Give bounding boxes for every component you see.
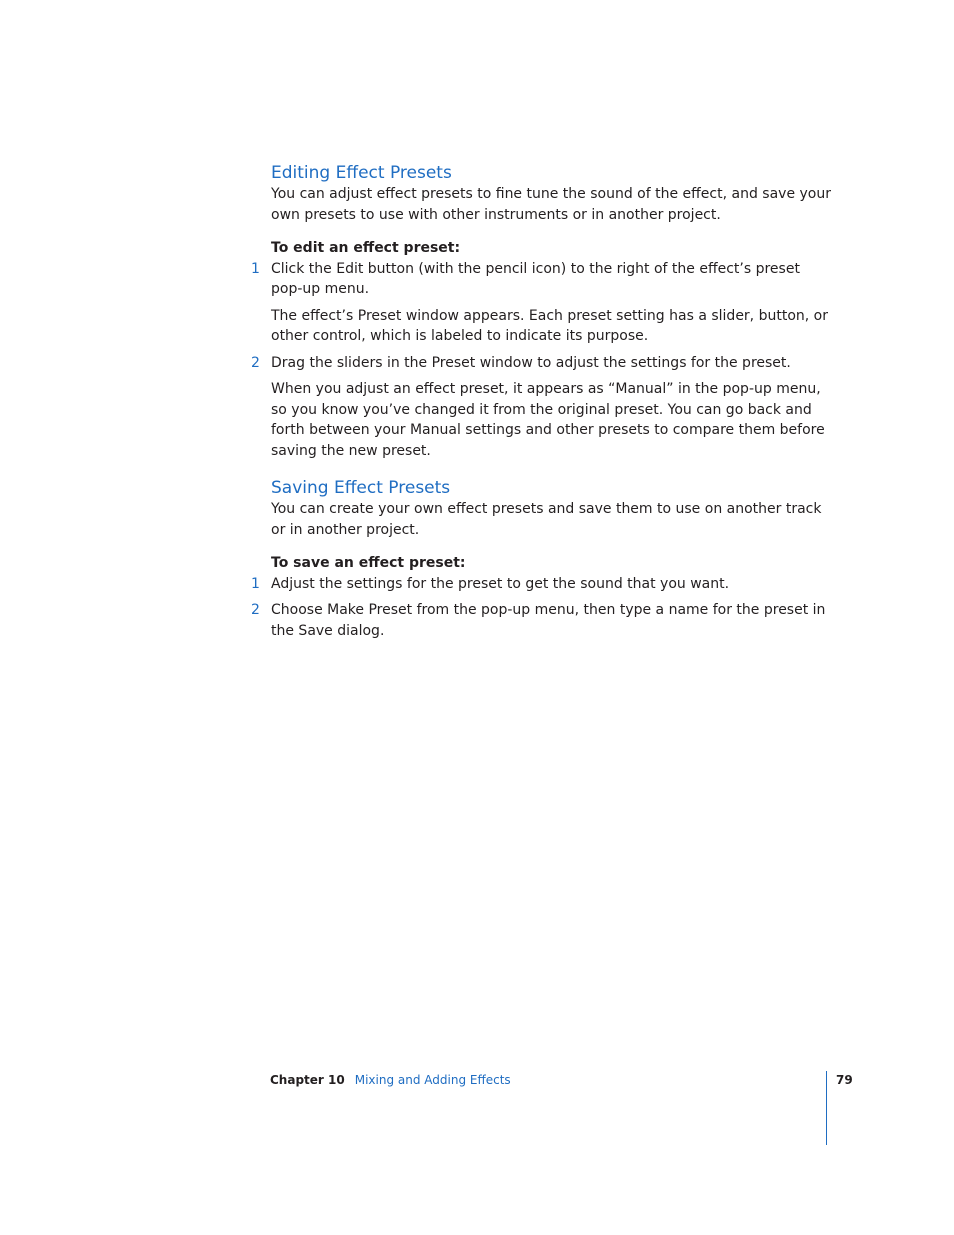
- step-text: Drag the sliders in the Preset window to adjust the settings for the preset.: [271, 354, 791, 371]
- step-text: Choose Make Preset from the pop-up menu, then type a name for the preset in the Save dialog.: [271, 602, 826, 639]
- step-number: 2: [251, 354, 260, 371]
- step-item: [251, 353, 831, 462]
- section-saving-effect-presets: [251, 477, 831, 641]
- section-intro: You can adjust effect presets to fine tune the sound of the effect, and save your own presets to use with other instruments or in another project.: [271, 186, 831, 223]
- page-number: 79: [836, 1073, 853, 1087]
- step-list: [251, 259, 831, 462]
- step-item: [251, 600, 831, 641]
- step-number: 1: [251, 260, 260, 277]
- page-footer: [270, 1072, 511, 1088]
- step-item: [251, 259, 831, 347]
- section-editing-effect-presets: [251, 162, 831, 461]
- section-heading: Editing Effect Presets: [271, 163, 452, 183]
- step-text: Click the Edit button (with the pencil icon) to the right of the effect’s preset pop-up menu.: [271, 260, 800, 297]
- step-text: Adjust the settings for the preset to get the sound that you want.: [271, 575, 730, 592]
- step-number: 2: [251, 602, 260, 618]
- step-result: The effect’s Preset window appears. Each preset setting has a slider, button, or other control, which is labeled to indicate its purpose.: [271, 307, 828, 344]
- section-heading: Saving Effect Presets: [271, 478, 451, 498]
- footer-chapter: Chapter 10: [270, 1073, 345, 1087]
- page-content: [251, 162, 831, 641]
- task-lead-in: To edit an effect preset:: [271, 240, 461, 256]
- footer-chapter-title: Mixing and Adding Effects: [354, 1073, 511, 1087]
- task-lead-in: To save an effect preset:: [271, 555, 466, 571]
- step-list: [251, 574, 831, 642]
- step-number: 1: [251, 575, 260, 592]
- step-result: When you adjust an effect preset, it appears as “Manual” in the pop-up menu, so you know you’ve changed it from the original preset. You can go back and forth between your Manual settings and other presets to compare them before saving the new preset.: [271, 381, 825, 459]
- footer-divider: [826, 1071, 827, 1145]
- section-intro: You can create your own effect presets and save them to use on another track or in another project.: [271, 501, 822, 538]
- step-item: [251, 574, 831, 595]
